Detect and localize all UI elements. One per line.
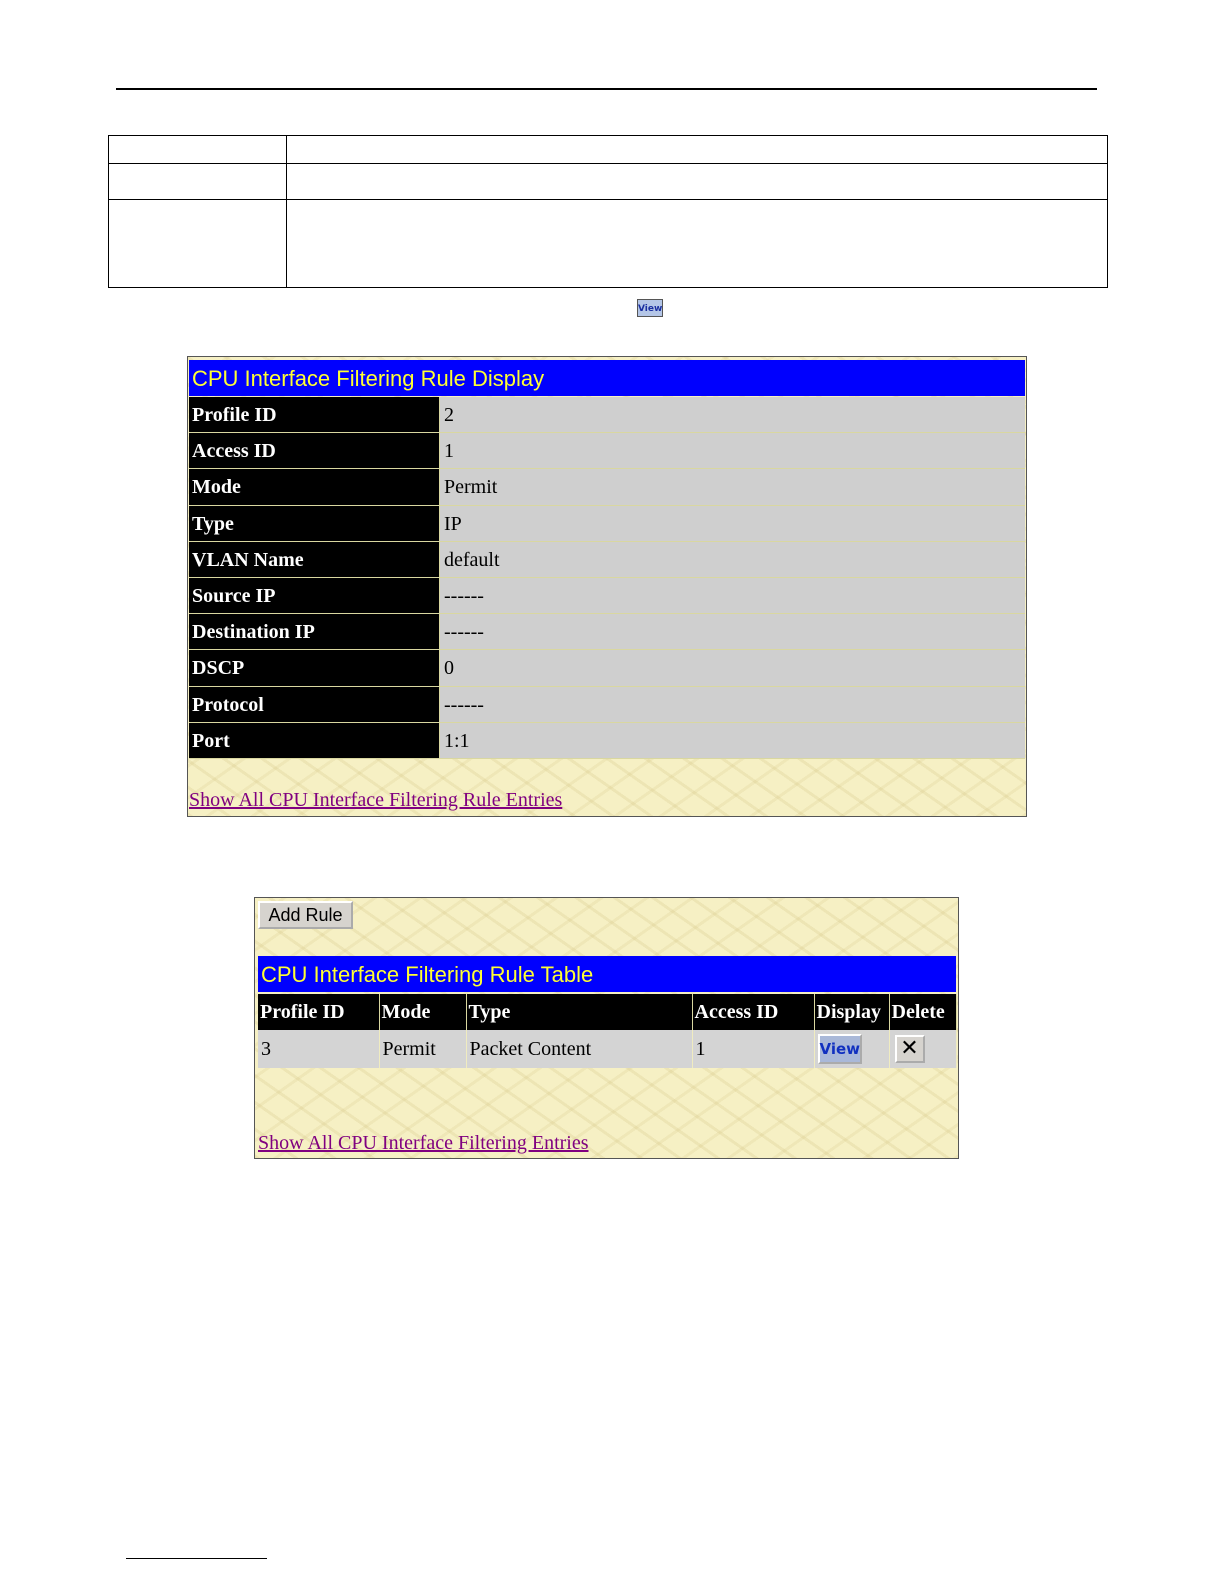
display-row-mode [189, 469, 1025, 505]
table-header-row [258, 994, 956, 1030]
cell-mode: Permit [379, 1030, 466, 1068]
row-value: ------ [439, 687, 1025, 722]
rule-display-panel [187, 356, 1027, 817]
col-header-type: Type [466, 994, 692, 1030]
display-row-dscp [189, 650, 1025, 686]
row-value: 1 [439, 433, 1025, 468]
row-label: Protocol [189, 687, 439, 722]
display-row-port [189, 723, 1025, 759]
col-header-access-id: Access ID [692, 994, 814, 1030]
delete-icon[interactable]: ✕ [895, 1035, 925, 1063]
row-value: default [439, 542, 1025, 577]
col-header-delete: Delete [889, 994, 956, 1030]
display-row-destination-ip [189, 614, 1025, 650]
table-row [258, 1030, 956, 1068]
row-label: Access ID [189, 433, 439, 468]
row-value: ------ [439, 578, 1025, 613]
row-label: Profile ID [189, 397, 439, 432]
rule-table-title: CPU Interface Filtering Rule Table [258, 956, 956, 992]
row-value: 1:1 [439, 723, 1025, 758]
cell-access-id: 1 [692, 1030, 814, 1068]
display-row-profile-id [189, 397, 1025, 433]
footer-rule [126, 1558, 267, 1559]
cell-delete [889, 1030, 956, 1068]
row-label: Mode [189, 469, 439, 504]
row-label: Source IP [189, 578, 439, 613]
display-row-source-ip [189, 578, 1025, 614]
param-cell [109, 136, 287, 164]
row-value: IP [439, 506, 1025, 541]
show-all-filtering-entries-link[interactable]: Show All CPU Interface Filtering Entries [258, 1132, 589, 1154]
rule-table-panel [254, 897, 959, 1159]
cell-type: Packet Content [466, 1030, 692, 1068]
col-header-display: Display [814, 994, 889, 1030]
col-header-profile-id: Profile ID [258, 994, 379, 1030]
add-rule-button[interactable]: Add Rule [258, 901, 353, 929]
param-cell [287, 200, 1108, 288]
param-cell [287, 164, 1108, 200]
display-row-access-id [189, 433, 1025, 469]
row-label: Destination IP [189, 614, 439, 649]
row-label: Port [189, 723, 439, 758]
display-row-protocol [189, 687, 1025, 723]
cell-profile-id: 3 [258, 1030, 379, 1068]
param-cell [287, 136, 1108, 164]
row-value: Permit [439, 469, 1025, 504]
row-label: DSCP [189, 650, 439, 685]
parameter-table [108, 135, 1108, 288]
display-row-type [189, 506, 1025, 542]
param-cell [109, 200, 287, 288]
view-button[interactable]: View [818, 1034, 862, 1064]
row-label: Type [189, 506, 439, 541]
display-row-vlan-name [189, 542, 1025, 578]
show-all-rule-entries-link[interactable]: Show All CPU Interface Filtering Rule Entries [189, 789, 563, 811]
rule-table [258, 994, 957, 1068]
row-value: ------ [439, 614, 1025, 649]
param-cell [109, 164, 287, 200]
display-panel-title: CPU Interface Filtering Rule Display [189, 360, 1025, 396]
header-rule [116, 88, 1097, 90]
display-rows [189, 397, 1025, 759]
cell-display [814, 1030, 889, 1068]
row-label: VLAN Name [189, 542, 439, 577]
row-value: 2 [439, 397, 1025, 432]
view-button-icon: View [637, 299, 663, 317]
row-value: 0 [439, 650, 1025, 685]
col-header-mode: Mode [379, 994, 466, 1030]
